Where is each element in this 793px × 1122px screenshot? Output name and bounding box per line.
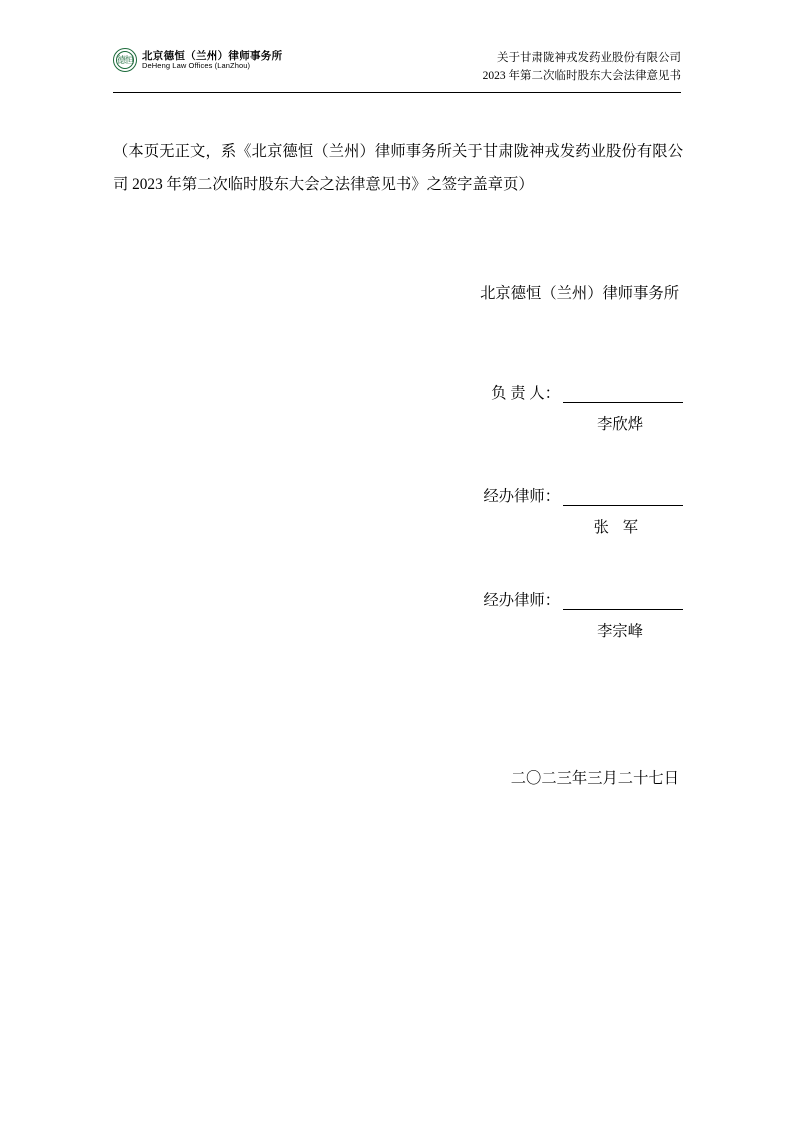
signature-row xyxy=(113,381,683,403)
signature-block-1 xyxy=(113,381,683,434)
firm-logo xyxy=(113,46,282,72)
no-body-text-paragraph: （本页无正文，系《北京德恒（兰州）律师事务所关于甘肃陇神戎发药业股份有限公司 2023 年第二次临时股东大会之法律意见书》之签字盖章页） xyxy=(113,143,683,193)
header-divider xyxy=(113,92,681,93)
signature-line xyxy=(563,592,683,610)
deheng-seal-logo-icon: 德恒 xyxy=(113,48,137,72)
signature-block-2 xyxy=(113,484,683,537)
signature-line xyxy=(563,385,683,403)
signature-name: 李欣烨 xyxy=(597,416,643,433)
signature-row xyxy=(113,484,683,506)
firm-logo-text xyxy=(142,50,282,71)
firm-name-en: DeHeng Law Offices (LanZhou) xyxy=(142,60,251,70)
header-title-line1: 关于甘肃陇神戎发药业股份有限公司 xyxy=(497,52,681,64)
signature-label: 经办律师： xyxy=(483,488,560,505)
signature-row xyxy=(113,588,683,610)
page-header xyxy=(113,46,681,88)
header-title xyxy=(483,46,681,86)
signature-name: 李宗峰 xyxy=(597,623,643,640)
firm-signature-name: 北京德恒（兰州）律师事务所 xyxy=(480,285,679,302)
header-title-line2: 2023 年第二次临时股东大会法律意见书 xyxy=(482,69,681,82)
signature-block-3 xyxy=(113,588,683,641)
signature-label: 负 责 人： xyxy=(491,385,560,402)
signature-name: 张 军 xyxy=(593,519,643,536)
signature-line xyxy=(563,488,683,506)
signature-label: 经办律师： xyxy=(483,592,560,609)
signature-date: 二〇二三年三月二十七日 xyxy=(510,770,679,787)
firm-name-cn: 北京德恒（兰州）律师事务所 xyxy=(142,49,283,62)
